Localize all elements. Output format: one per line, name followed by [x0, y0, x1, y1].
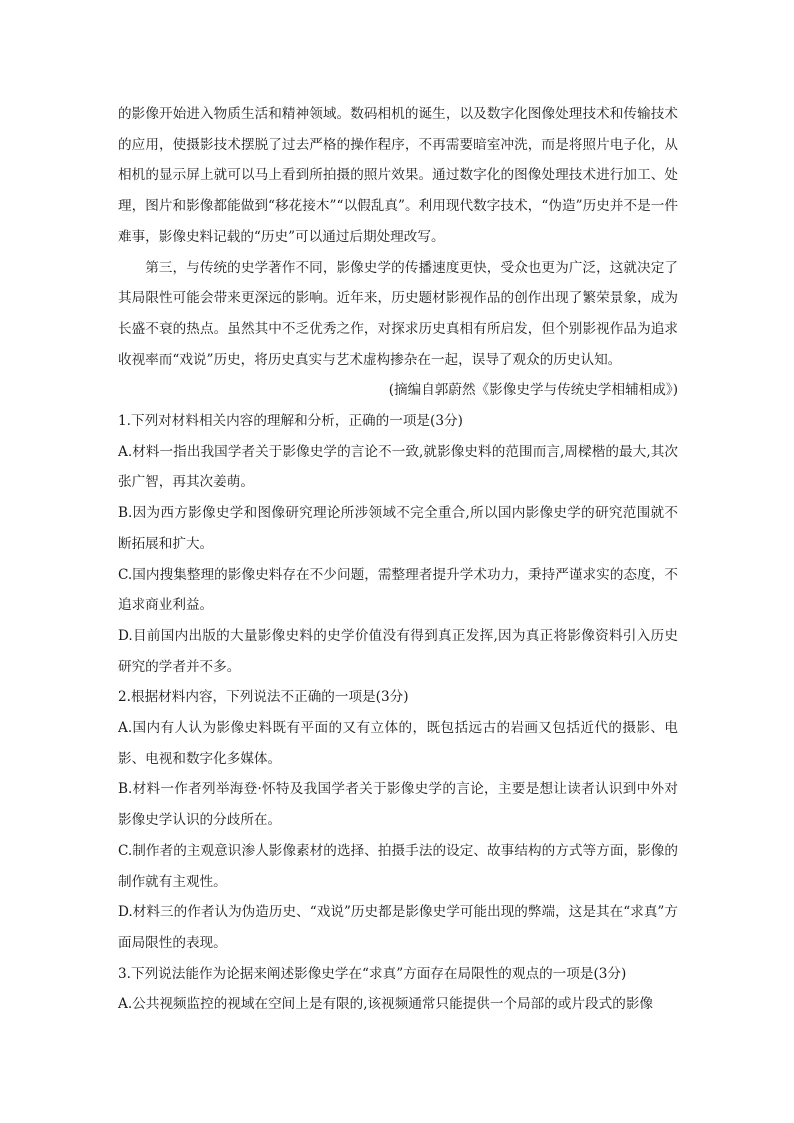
question-stem: 2.根据材料内容，下列说法不正确的一项是(3分): [118, 689, 409, 706]
source-citation: (摘编自郭蔚然《影像史学与传统史学相辅相成》): [388, 382, 678, 399]
answer-option: C.制作者的主观意识渗人影像素材的选择、拍摄手法的设定、故事结构的方式等方面，影像的制作就有主观性。: [118, 842, 678, 890]
answer-option: B.材料一作者列举海登·怀特及我国学者关于影像史学的言论，主要是想让读者认识到中外对影像史学认识的分歧所在。: [118, 781, 678, 829]
answer-option: D.材料三的作者认为伪造历史、“戏说”历史都是影像史学可能出现的弊端，这是其在“求真”方面局限性的表现。: [118, 904, 678, 951]
question-stem: 1.下列对材料相关内容的理解和分析，正确的一项是(3分): [118, 413, 463, 430]
answer-option: A.公共视频监控的视域在空间上是有限的,该视频通常只能提供一个局部的或片段式的影像: [118, 996, 654, 1013]
answer-option: D.目前国内出版的大量影像史料的史学价值没有得到真正发挥,因为真正将影像资料引入历史研究的学者并不多。: [118, 627, 678, 675]
passage-paragraph: 第三，与传统的史学著作不同，影像史学的传播速度更快，受众也更为广泛，这就决定了其局限性可能会带来更深远的影响。近年来，历史题材影视作品的创作出现了繁荣景象，成为长盛不衰的热点。虽然其中不乏优秀之作，对探求历史真相有所启发，但个别影视作品为追求收视率而“戏说”历史，将历史真实与艺术虚构掺杂在一起，误导了观众的历史认知。: [118, 259, 678, 368]
answer-option: A.材料一指出我国学者关于影像史学的言论不一致,就影像史料的范围而言,周樑楷的最大,其次张广智，再其次姜萌。: [118, 443, 678, 491]
answer-option: C.国内搜集整理的影像史料存在不少问题，需整理者提升学术功力，秉持严谨求实的态度，不追求商业利益。: [118, 566, 678, 614]
document-page: [118, 99, 678, 1020]
passage-paragraph: 的影像开始进入物质生活和精神领域。数码相机的诞生，以及数字化图像处理技术和传输技术的应用，使摄影技术摆脱了过去严格的操作程序，不再需要暗室冲洗，而是将照片电子化，从相机的显示屏上就可以马上看到所拍摄的照片效果。通过数字化的图像处理技术进行加工、处理，图片和影像都能做到“移花接木”“以假乱真”。利用现代数字技术，“伪造”历史并不是一件难事，影像史料记载的“历史”可以通过后期处理改写。: [118, 106, 678, 245]
question-stem: 3.下列说法能作为论据来阐述影像史学在“求真”方面存在局限性的观点的一项是(3分): [118, 965, 627, 982]
answer-option: B.因为西方影像史学和图像研究理论所涉领域不完全重合,所以国内影像史学的研究范围就不断拓展和扩大。: [118, 505, 678, 552]
answer-option: A.国内有人认为影像史料既有平面的又有立体的，既包括远古的岩画又包括近代的摄影、电影、电视和数字化多媒体。: [118, 720, 678, 767]
